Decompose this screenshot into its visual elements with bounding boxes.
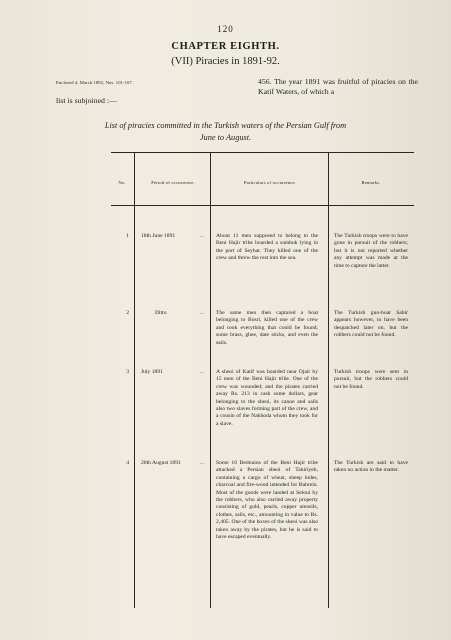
row-1-particulars: About 11 men supposed to belong to the Beni Hajir tribe boarded a sambuk lying in the port of Seyhat. They killed one of the crew and threw the rest into the sea. — [216, 233, 318, 262]
row-4-no: 4 — [126, 460, 129, 466]
header-period: Period of occurrence. — [151, 180, 195, 185]
caption-line-2: June to August. — [199, 133, 252, 142]
intro-continuation: list is subjoined :— — [56, 96, 117, 105]
row-4-date: 20th August 1891 — [141, 460, 181, 466]
page-number: 120 — [217, 24, 234, 34]
table-column-divider-1 — [210, 152, 211, 608]
row-2-dots: ... — [200, 310, 205, 316]
row-1-remarks: The Turkish troops were to have gone in pursuit of the robbers; but it is not reported whether any attempt was made at the time to capture the latter. — [334, 233, 408, 269]
row-2-no: 2 — [126, 310, 129, 316]
header-no: No. — [118, 180, 126, 185]
row-3-no: 3 — [126, 369, 129, 375]
row-1-dots: ... — [200, 233, 205, 239]
header-particulars: Particulars of occurrence. — [243, 180, 297, 185]
header-remarks: Remarks. — [361, 180, 381, 185]
table-top-rule — [111, 152, 414, 153]
chapter-title: CHAPTER EIGHTH. — [171, 41, 280, 52]
row-2-particulars: The same men then captured a boat belonging to Bosri, killed one of the crew and took everything that could be found; some brass, ghee, date sticks, and even the sails. — [216, 310, 318, 346]
row-2-date: Ditto — [155, 310, 167, 316]
row-2-remarks: The Turkish gun-boat Sabir appears however, to have been despatched later on, but the robbers could not be found. — [334, 310, 408, 339]
row-4-dots: ... — [200, 460, 205, 466]
row-1-no: 1 — [126, 233, 129, 239]
table-column-divider-2 — [328, 152, 329, 608]
table-header-rule — [111, 205, 414, 206]
caption-line-1: List of piracies committed in the Turkish waters of the Persian Gulf from — [104, 121, 347, 130]
row-3-remarks: Turkish troops were sent in pursuit, but the robbers could not be found. — [334, 369, 408, 390]
row-4-remarks: The Turkish are said to have taken no action in the matter. — [334, 460, 408, 474]
section-title: (VII) Piracies in 1891-92. — [171, 56, 280, 67]
table-left-border — [134, 152, 135, 608]
table-caption — [40, 120, 411, 144]
margin-note: Enclosed 4, March 1892, Nos. 101-107. — [56, 80, 134, 85]
row-3-dots: ... — [200, 369, 205, 375]
row-3-date: July 1891 — [141, 369, 163, 375]
row-3-particulars: A sheoi of Katif was boarded near Ojair by 15 men of the Beni Hajir tribe. One of the crew was wounded; and the pirates carried away Rs. 213 in cash some dollars, gear belonging to the sheoi, its canoe and sails also two slaves forming part of the crew, and a cousin of the Nakhoda whom they took for a slave. — [216, 369, 318, 427]
row-1-date: 18th June 1891 — [141, 233, 176, 239]
row-4-particulars: Some 16 Bedouins of the Beni Hajir tribe attacked a Persian sheoi of Tahiriyeh, containing a cargo of wheat, sheep hides, charcoal and fire-wood intended for Bahrein. Most of the goods were landed at Seloui by the robbers, who also carried away property consisting of gold, pearls, copper utensils, clothes, sails, etc., amounting in value to Rs. 2,405. One of the boxes of the sheoi was also taken away by the pirates, but he is said to have escaped eventually. — [216, 460, 318, 541]
intro-paragraph: 456. The year 1891 was fruitful of piracies on the Katif Waters, of which a — [258, 77, 418, 96]
